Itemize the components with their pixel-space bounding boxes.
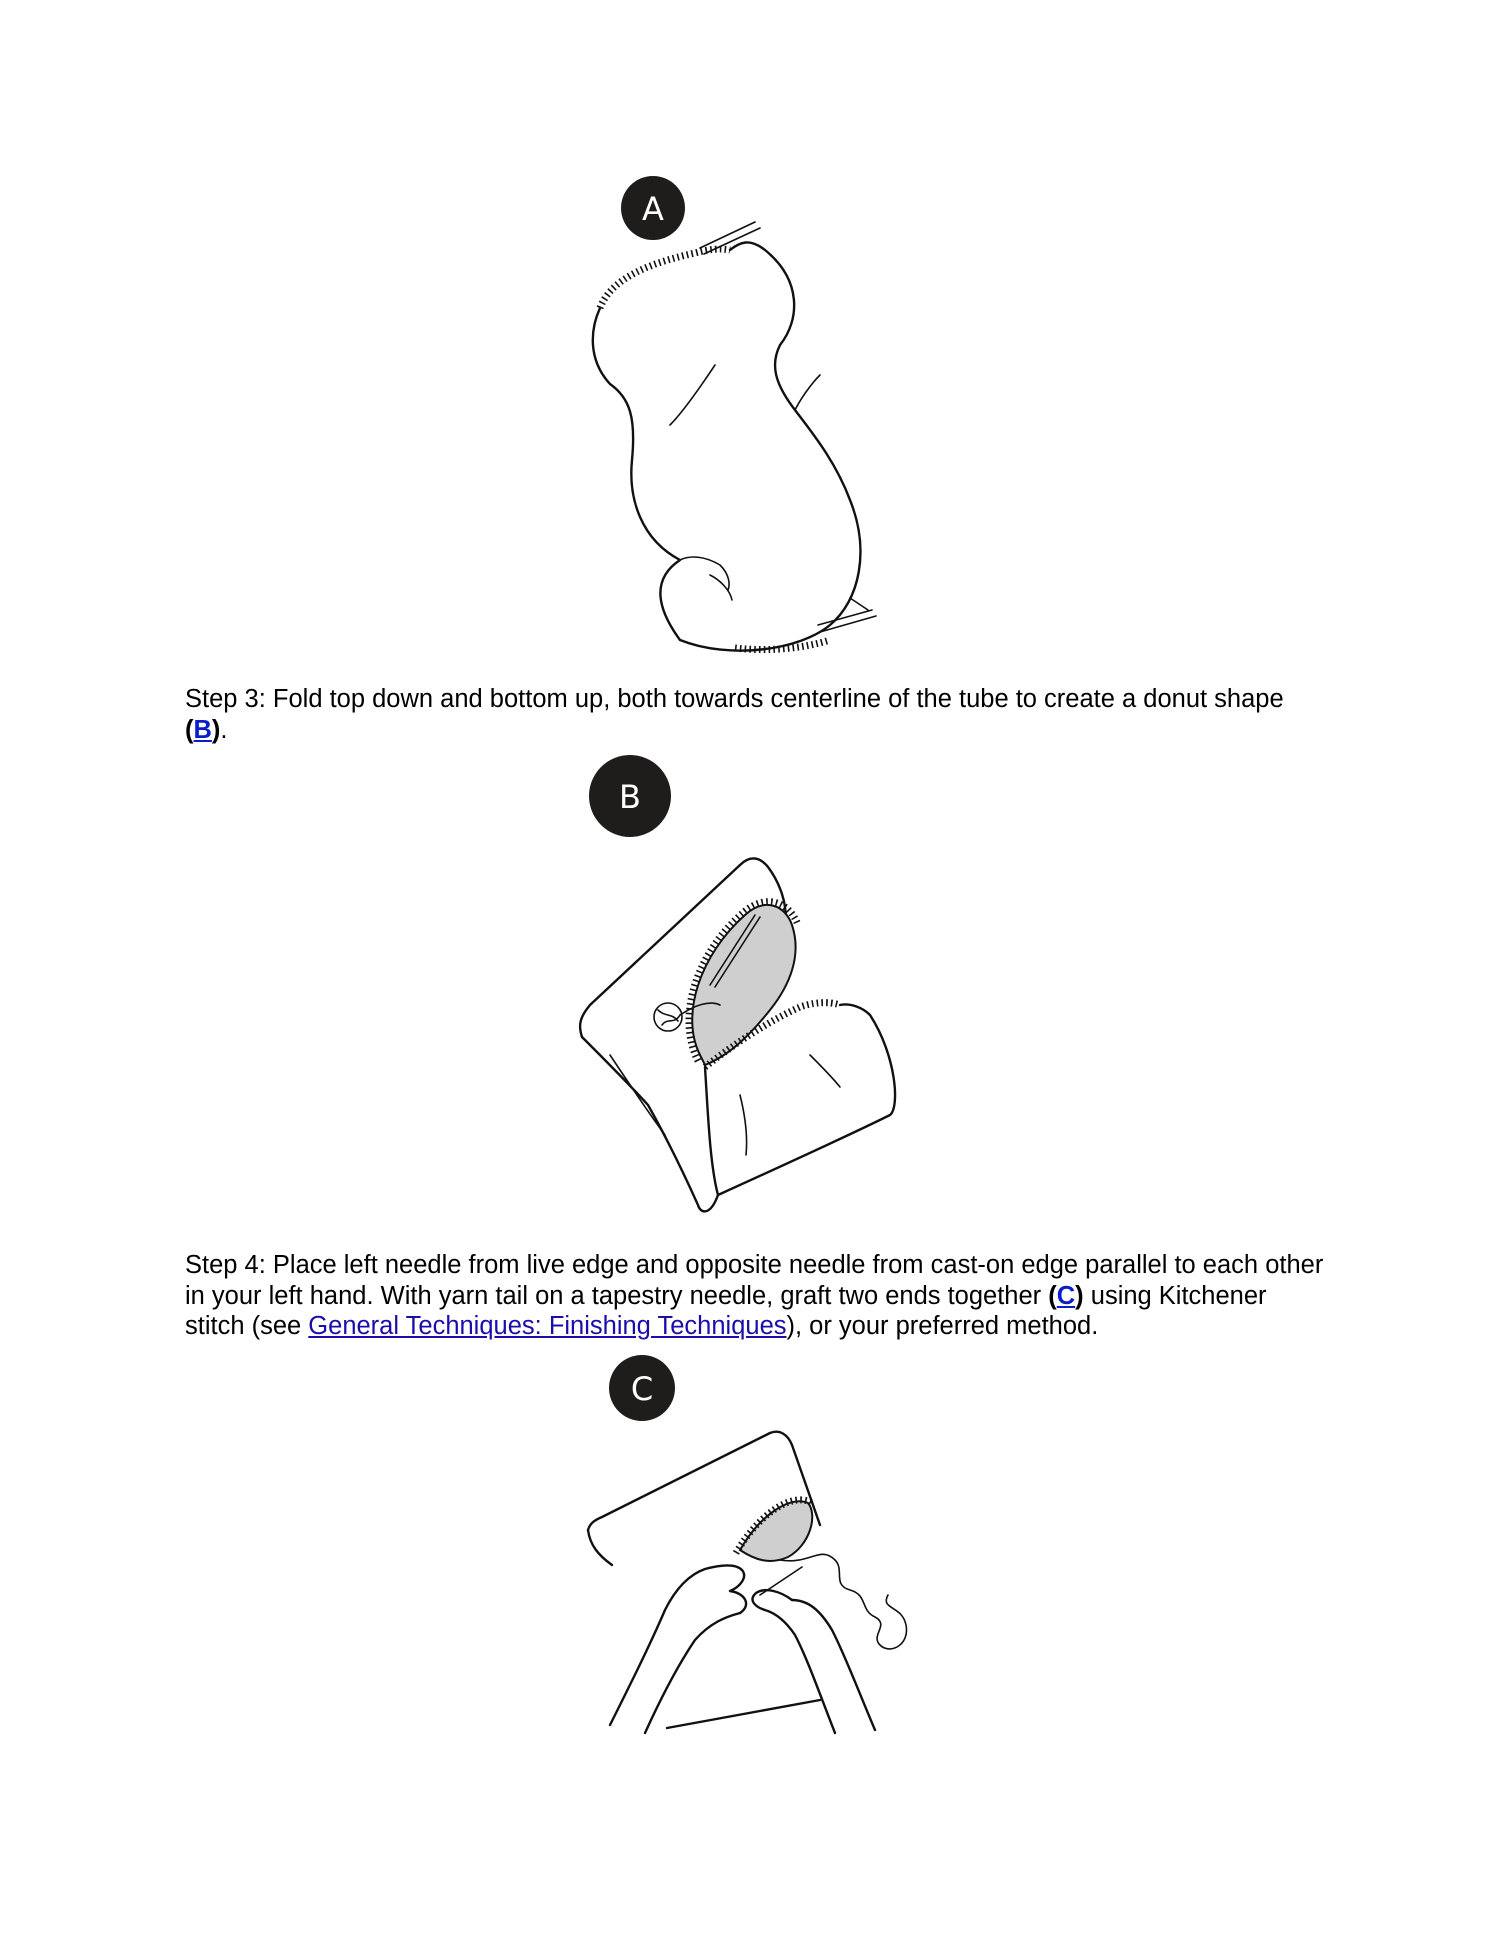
live-edge-rib [600,249,730,308]
step-3-paragraph [185,684,1325,745]
graft-opening [740,1501,812,1561]
figure-c-badge-label: C [630,1370,654,1408]
step-4-close-paren: ) [1075,1281,1084,1310]
step-3-close-paren: ) [211,715,221,744]
figure-b-link[interactable]: B [193,715,212,744]
step-3-open-paren: ( [185,715,194,744]
figure-c-link[interactable]: C [1056,1281,1076,1310]
right-hand-icon [753,1590,835,1733]
finishing-techniques-link[interactable]: General Techniques: Finishing Techniques [308,1312,787,1340]
figure-a-badge-label: A [642,190,664,228]
figure-a-illustration [570,170,930,660]
step-3-text: Step 3: Fold top down and bottom up, both towards centerline of the tube to create a donut shape [185,685,1284,713]
left-hand-icon [610,1565,746,1725]
figure-b-illustration [570,755,930,1235]
figure-c-illustration [570,1355,940,1735]
step-4-text-1: Step 4: Place left needle from live edge and opposite needle from cast-on edge parallel to each other in your left hand. With yarn tail on a tapestry needle, graft two ends together [185,1251,1324,1310]
step-3-tail: . [220,715,228,744]
step-4-open-paren: ( [1048,1281,1057,1310]
step-4-text-2: using Kitchener stitch (see [185,1281,1267,1340]
tapestry-needle-icon [760,1567,802,1595]
step-4-paragraph [185,1250,1325,1342]
step-4-text-3: ), or your preferred method. [786,1312,1099,1340]
figure-b-badge-label: B [619,778,641,816]
cast-on-edge-rib [735,640,830,650]
donut-inner-opening [692,905,795,1065]
